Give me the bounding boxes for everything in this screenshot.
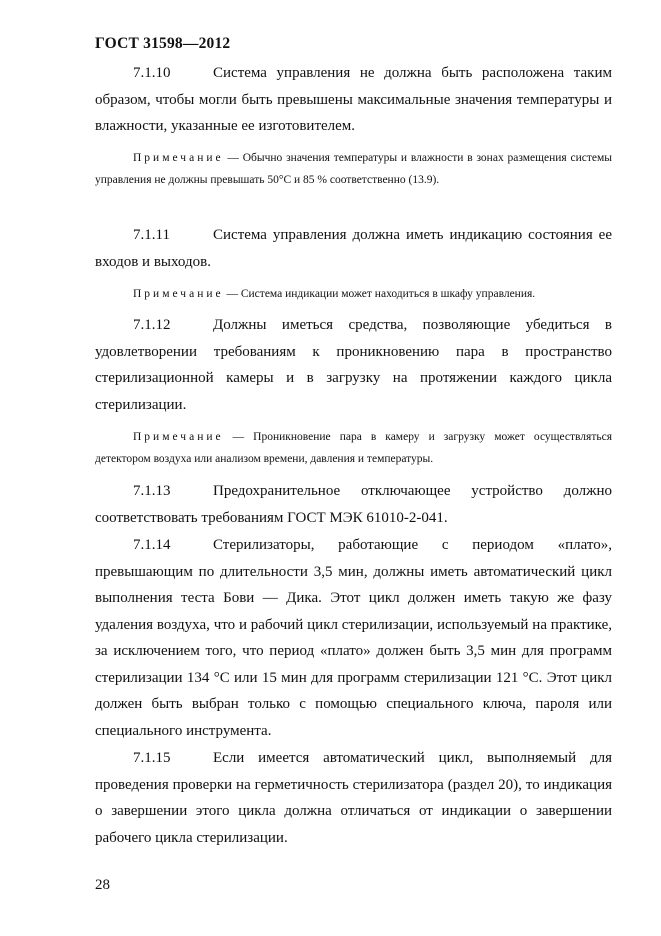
- clause-text: Система управления не должна быть расположена таким образом, чтобы могли быть превышены максимальные значения температуры и влажности, указанные ее изготовителем.: [95, 65, 612, 134]
- clause-number: 7.1.10: [133, 65, 171, 81]
- clause-7-1-11: [95, 222, 612, 275]
- document-header: ГОСТ 31598—2012: [95, 35, 231, 52]
- note-text: — Проникновение пара в камеру и загрузку может осуществляться детектором воздуха или анализом времени, давления и температуры.: [95, 431, 612, 465]
- clause-7-1-10: [95, 60, 612, 140]
- note-1: [95, 147, 612, 191]
- note-label: Примечание: [133, 288, 224, 300]
- page-number: 28: [95, 877, 110, 893]
- clause-number: 7.1.13: [133, 483, 171, 499]
- note-text: — Система индикации может находиться в шкафу управления.: [223, 288, 536, 300]
- note-3: [95, 426, 612, 470]
- clause-text: Предохранительное отключающее устройство должно соответствовать требованиям ГОСТ МЭК 61010-2-041.: [95, 483, 612, 526]
- clause-7-1-14: [95, 532, 612, 744]
- clause-number: 7.1.11: [133, 227, 170, 243]
- clause-number: 7.1.14: [133, 537, 171, 553]
- clause-text: Система управления должна иметь индикацию состояния ее входов и выходов.: [95, 227, 612, 270]
- note-label: Примечание: [133, 152, 224, 164]
- clause-number: 7.1.12: [133, 317, 171, 333]
- clause-7-1-13: [95, 478, 612, 531]
- clause-text: Стерилизаторы, работающие с периодом «плато», превышающим по длительности 3,5 мин, должны иметь автоматический цикл выполнения теста Бови — Дика. Этот цикл должен иметь такую же фазу удаления воздуха, что и рабочий цикл стерилизации, используемый на практике, за исключением того, что период «плато» должен быть 3,5 мин для программ стерилизации 134 °С или 15 мин для программ стерилизации 121 °С. Этот цикл должен быть выбран только с помощью специального ключа, пароля или специального инструмента.: [95, 537, 612, 739]
- clause-text: Должны иметься средства, позволяющие убедиться в удовлетворении требованиям к проникновению пара в пространство стерилизационной камеры и в загрузку на протяжении каждого цикла стерилизации.: [95, 317, 612, 413]
- note-2: [95, 283, 612, 305]
- clause-number: 7.1.15: [133, 750, 171, 766]
- clause-text: Если имеется автоматический цикл, выполняемый для проведения проверки на герметичность стерилизатора (раздел 20), то индикация о завершении этого цикла должна отличаться от индикации о завершении рабочего цикла стерилизации.: [95, 750, 612, 846]
- note-label: Примечание: [133, 431, 224, 443]
- clause-7-1-15: [95, 745, 612, 851]
- note-text: — Обычно значения температуры и влажности в зонах размещения системы управления не должны превышать 50°С и 85 % соответственно (13.9).: [95, 152, 612, 186]
- clause-7-1-12: [95, 312, 612, 418]
